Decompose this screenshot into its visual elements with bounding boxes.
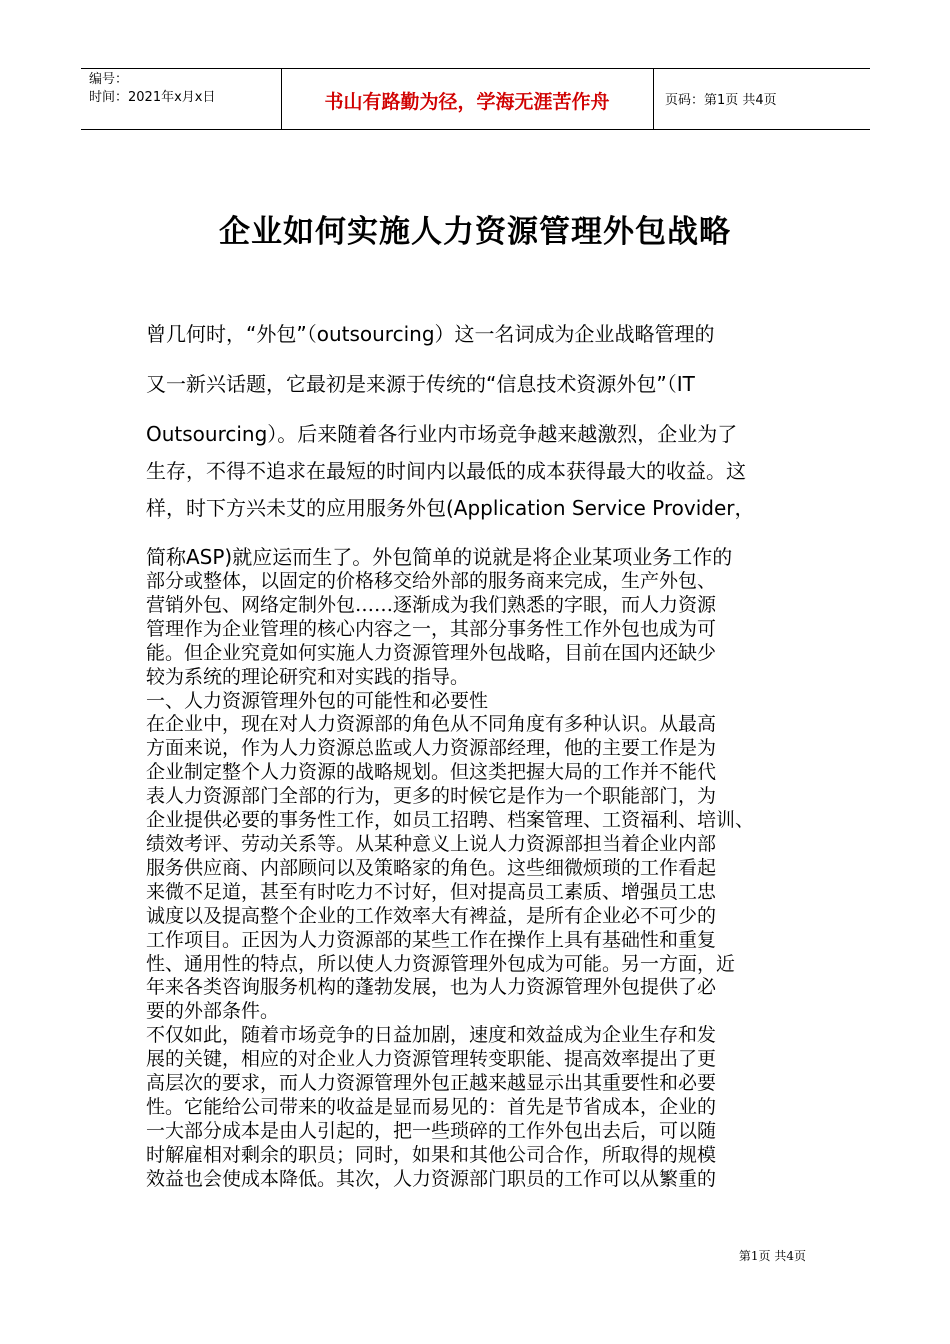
text-line: 工作项目。正因为人力资源部的某些工作在操作上具有基础性和重复 [146, 928, 717, 951]
text-line: 不仅如此，随着市场竞争的日益加剧，速度和效益成为企业生存和发 [146, 1024, 717, 1047]
text-line: 管理作为企业管理的核心内容之一，其部分事务性工作外包也成为可 [146, 617, 717, 640]
text-line: Outsourcing）。后来随着各行业内市场竞争越来越激烈，企业为了 [146, 422, 738, 446]
time-label: 时间：2021年x月x日 [89, 90, 216, 105]
text-line: 诚度以及提高整个企业的工作效率大有裨益，是所有企业必不可少的 [146, 904, 717, 927]
section-heading: 一、人力资源管理外包的可能性和必要性 [146, 689, 489, 712]
text-line: 能。但企业究竟如何实施人力资源管理外包战略，目前在国内还缺少 [146, 641, 717, 664]
header-motto: 书山有路勤为径，学海无涯苦作舟 [324, 91, 610, 113]
text-line: 方面来说，作为人力资源总监或人力资源部经理，他的主要工作是为 [146, 737, 717, 760]
text-line: 展的关键，相应的对企业人力资源管理转变职能、提高效率提出了更 [146, 1048, 717, 1071]
header-meta [89, 71, 215, 107]
text-line: 年来各类咨询服务机构的蓬勃发展，也为人力资源管理外包提供了必 [146, 976, 717, 999]
document-title: 企业如何实施人力资源管理外包战略 [219, 214, 731, 250]
header-page-info: 页码：第1页 共4页 [665, 93, 777, 108]
text-line: 要的外部条件。 [146, 1000, 280, 1023]
text-line: 营销外包、网络定制外包……逐渐成为我们熟悉的字眼，而人力资源 [146, 593, 717, 616]
text-line: 在企业中，现在对人力资源部的角色从不同角度有多种认识。从最高 [146, 713, 717, 736]
text-line: 又一新兴话题，它最初是来源于传统的“信息技术资源外包”（IT [146, 372, 695, 396]
text-line: 简称ASP)就应运而生了。外包简单的说就是将企业某项业务工作的 [146, 545, 733, 569]
text-line: 曾几何时，“外包”（outsourcing）这一名词成为企业战略管理的 [146, 322, 715, 346]
text-line: 效益也会使成本降低。其次，人力资源部门职员的工作可以从繁重的 [146, 1167, 717, 1190]
page-footer: 第1页 共4页 [738, 1249, 806, 1263]
text-line: 生存，不得不追求在最短的时间内以最低的成本获得最大的收益。这 [146, 459, 746, 483]
text-line: 高层次的要求，而人力资源管理外包正越来越显示出其重要性和必要 [146, 1072, 717, 1095]
text-line: 较为系统的理论研究和对实践的指导。 [146, 665, 470, 688]
text-line: 性、通用性的特点，所以使人力资源管理外包成为可能。另一方面，近 [146, 952, 736, 975]
text-line: 样，时下方兴未艾的应用服务外包(Application Service Provider， [146, 496, 755, 520]
text-line: 服务供应商、内部顾问以及策略家的角色。这些细微烦琐的工作看起 [146, 856, 717, 879]
header-divider [653, 69, 654, 129]
body-text [146, 570, 816, 1192]
text-line: 时解雇相对剩余的职员；同时，如果和其他公司合作，所取得的规模 [146, 1143, 717, 1166]
number-label: 编号： [89, 72, 129, 87]
text-line: 绩效考评、劳动关系等。从某种意义上说人力资源部担当着企业内部 [146, 832, 717, 855]
text-line: 一大部分成本是由人引起的，把一些琐碎的工作外包出去后，可以随 [146, 1119, 717, 1142]
header-table [81, 68, 870, 130]
text-line: 表人力资源部门全部的行为，更多的时候它是作为一个职能部门，为 [146, 785, 717, 808]
text-line: 企业制定整个人力资源的战略规划。但这类把握大局的工作并不能代 [146, 761, 717, 784]
text-line: 来微不足道，甚至有时吃力不讨好，但对提高员工素质、增强员工忠 [146, 880, 717, 903]
text-line: 部分或整体，以固定的价格移交给外部的服务商来完成，生产外包、 [146, 570, 717, 592]
text-line: 性。它能给公司带来的收益是显而易见的：首先是节省成本，企业的 [146, 1095, 717, 1118]
text-line: 企业提供必要的事务性工作，如员工招聘、档案管理、工资福利、培训、 [146, 809, 755, 832]
